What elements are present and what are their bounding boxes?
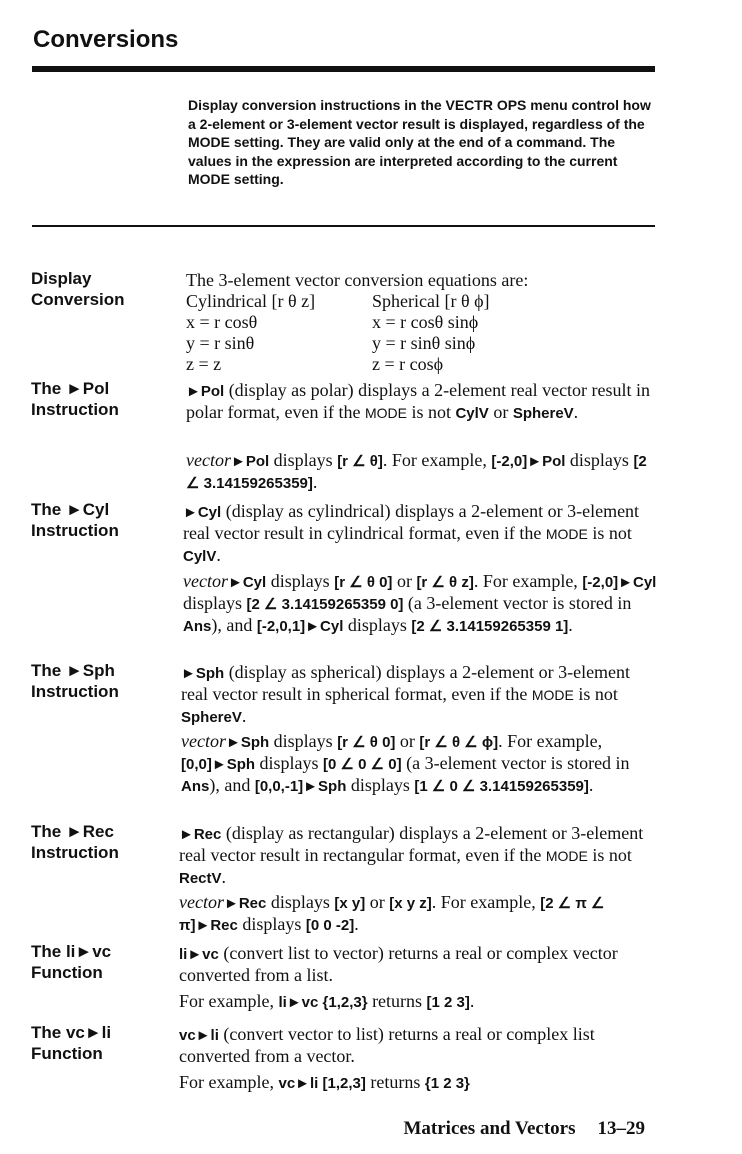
vcli-example: For example, vc►li [1,2,3] returns {1 2 3} (179, 1072, 470, 1092)
section-label-sph: The ►Sph Instruction (31, 661, 119, 701)
section-label-rec: The ►Rec Instruction (31, 822, 119, 862)
rec-description: ►Rec (display as rectangular) displays a 2-element or 3-element real vector result in rectangular format, even if the MODE is not RectV. (179, 823, 644, 887)
header-rule (32, 66, 655, 72)
pol-example: vector►Pol displays [r ∠ θ]. For example, [-2,0]►Pol displays [2 ∠ 3.14159265359]. (186, 450, 647, 492)
section-label-display-conversion: Display Conversion (31, 269, 125, 309)
section-label-vcli: The vc►li Function (31, 1023, 112, 1063)
vcli-description: vc►li (convert vector to list) returns a real or complex list converted from a vector. (179, 1024, 595, 1066)
pol-description: ►Pol (display as polar) displays a 2-element real vector result in polar format, even if the MODE is not CylV or SphereV. (186, 380, 651, 422)
equation-row: x = r cosθ x = r cosθ sinϕ (186, 312, 479, 332)
sph-description: ►Sph (display as spherical) displays a 2-element or 3-element real vector result in spherical format, even if the MODE is not SphereV. (181, 662, 631, 726)
equation-row: y = r sinθ y = r sinθ sinϕ (186, 333, 476, 353)
sph-example: vector►Sph displays [r ∠ θ 0] or [r ∠ θ ∠ ϕ]. For example, [0,0]►Sph displays [0 ∠ 0 ∠ 0] (a 3-element vector is stored in Ans), and [0,0,-1]►Sph displays [1 ∠ 0 ∠ 3.14159265359]. (181, 731, 630, 795)
section-label-pol: The ►Pol Instruction (31, 379, 119, 419)
footer-section-title: Matrices and Vectors (403, 1118, 576, 1139)
section-divider (32, 225, 655, 227)
page-number: 13–29 (597, 1118, 645, 1139)
cyl-description: ►Cyl (display as cylindrical) displays a 2-element or 3-element real vector result in cylindrical format, even if the MODE is not CylV. (183, 501, 640, 565)
equation-row: z = z z = r cosϕ (186, 354, 444, 374)
section-label-cyl: The ►Cyl Instruction (31, 500, 119, 540)
page-title: Conversions (33, 26, 179, 53)
intro-paragraph: Display conversion instructions in the VECTR OPS menu control how a 2-element or 3-element vector result is displayed, regardless of the MODE setting. They are valid only at the end of a command. The values in the expression are interpreted according to the current MODE setting. (188, 97, 651, 187)
section-label-livc: The li►vc Function (31, 942, 112, 982)
page-footer (403, 1118, 645, 1140)
livc-example: For example, li►vc {1,2,3} returns [1 2 3]. (179, 991, 475, 1011)
equations-lead: The 3-element vector conversion equations are: (186, 270, 529, 290)
cyl-example: vector►Cyl displays [r ∠ θ 0] or [r ∠ θ z]. For example, [-2,0]►Cyl displays [2 ∠ 3.14159265359 0] (a 3-element vector is stored in Ans), and [-2,0,1]►Cyl displays [2 ∠ 3.14159265359 1]. (183, 571, 657, 635)
conversion-equations (186, 270, 528, 375)
rec-example: vector►Rec displays [x y] or [x y z]. For example, [2 ∠ π ∠ π]►Rec displays [0 0 -2]. (179, 892, 605, 934)
equation-row: Cylindrical [r θ z] Spherical [r θ ϕ] (186, 291, 490, 311)
livc-description: li►vc (convert list to vector) returns a real or complex vector converted from a list. (179, 943, 618, 985)
